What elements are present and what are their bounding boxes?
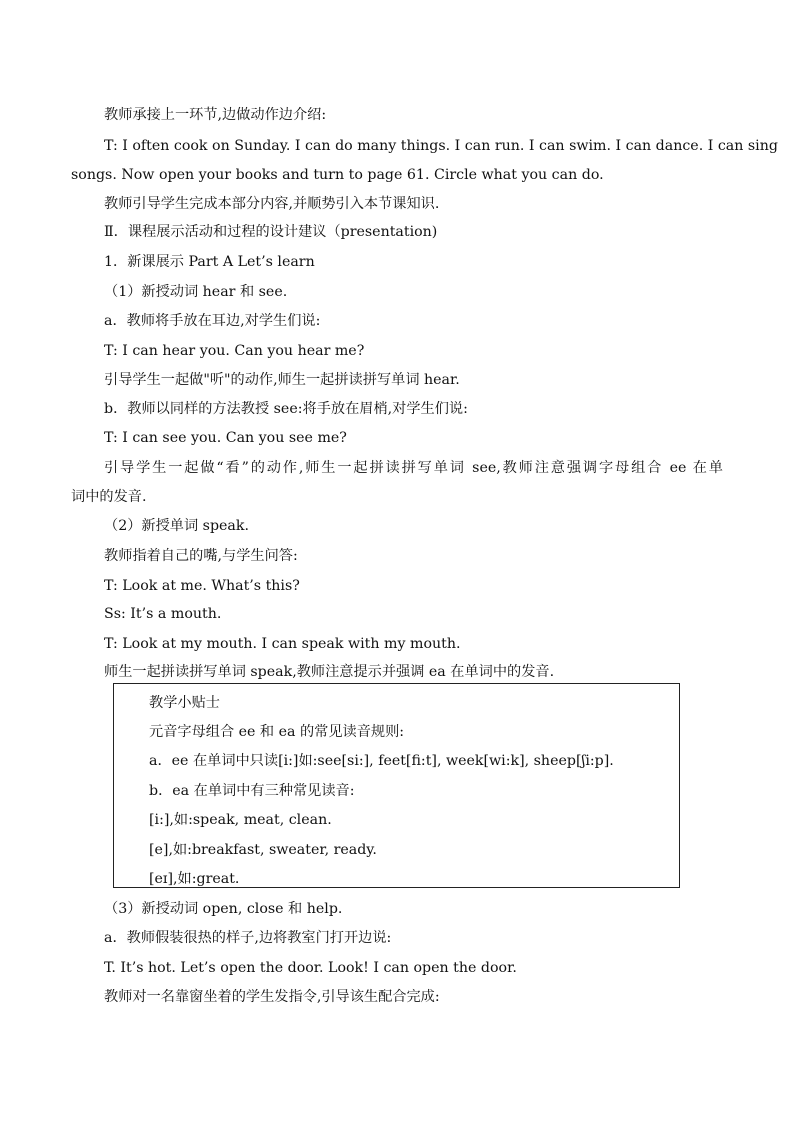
text-line: 教师引导学生完成本部分内容,并顺势引入本节课知识.: [104, 196, 440, 212]
subsection-heading: 1．新课展示 Part A Let’s learn: [104, 254, 315, 270]
teaching-tip-box: [113, 683, 680, 888]
text-line: songs. Now open your books and turn to page 61. Circle what you can do.: [71, 167, 604, 183]
text-line: T: I often cook on Sunday. I can do many things. I can run. I can swim. I can dance. I can sing: [104, 138, 778, 154]
tip-item: a．ee 在单词中只读[i:]如:see[si:], feet[fi:t], week[wi:k], sheep[ʃi:p].: [149, 753, 614, 769]
section-heading: Ⅱ．课程展示活动和过程的设计建议（presentation): [104, 224, 438, 240]
text-line: a．教师将手放在耳边,对学生们说:: [104, 313, 321, 329]
dialogue-line: Ss: It’s a mouth.: [104, 606, 222, 622]
text-line: a．教师假装很热的样子,边将教室门打开边说:: [104, 930, 392, 946]
dialogue-line: T: Look at my mouth. I can speak with my mouth.: [104, 636, 461, 652]
tip-subitem: [eɪ],如:great.: [149, 871, 240, 887]
tip-rule: 元音字母组合 ee 和 ea 的常见读音规则:: [149, 724, 405, 740]
tip-subitem: [i:],如:speak, meat, clean.: [149, 812, 332, 828]
dialogue-line: T: I can hear you. Can you hear me?: [104, 343, 365, 359]
text-line: 师生一起拼读拼写单词 speak,教师注意提示并强调 ea 在单词中的发音.: [104, 664, 555, 680]
dialogue-line: T: Look at me. What’s this?: [104, 578, 300, 594]
text-line: b．教师以同样的方法教授 see:将手放在眉梢,对学生们说:: [104, 401, 468, 417]
item-heading: （1）新授动词 hear 和 see.: [104, 284, 288, 300]
item-heading: （2）新授单词 speak.: [104, 518, 249, 534]
tip-subitem: [e],如:breakfast, sweater, ready.: [149, 842, 377, 858]
text-line: 教师对一名靠窗坐着的学生发指令,引导该生配合完成:: [104, 989, 440, 1005]
dialogue-line: T. It’s hot. Let’s open the door. Look! I can open the door.: [104, 960, 517, 976]
tip-item: b．ea 在单词中有三种常见读音:: [149, 783, 355, 799]
item-heading: （3）新授动词 open, close 和 help.: [104, 901, 343, 917]
text-line: 引导学生一起做"听"的动作,师生一起拼读拼写单词 hear.: [104, 372, 460, 388]
dialogue-line: T: I can see you. Can you see me?: [104, 430, 347, 446]
text-line: 教师指着自己的嘴,与学生问答:: [104, 548, 298, 564]
tip-title: 教学小贴士: [149, 695, 220, 711]
text-line: 教师承接上一环节,边做动作边介绍:: [104, 107, 327, 123]
text-line: 引导学生一起做“看”的动作,师生一起拼读拼写单词 see,教师注意强调字母组合 ee 在单: [104, 460, 723, 476]
text-line: 词中的发音.: [71, 489, 147, 505]
